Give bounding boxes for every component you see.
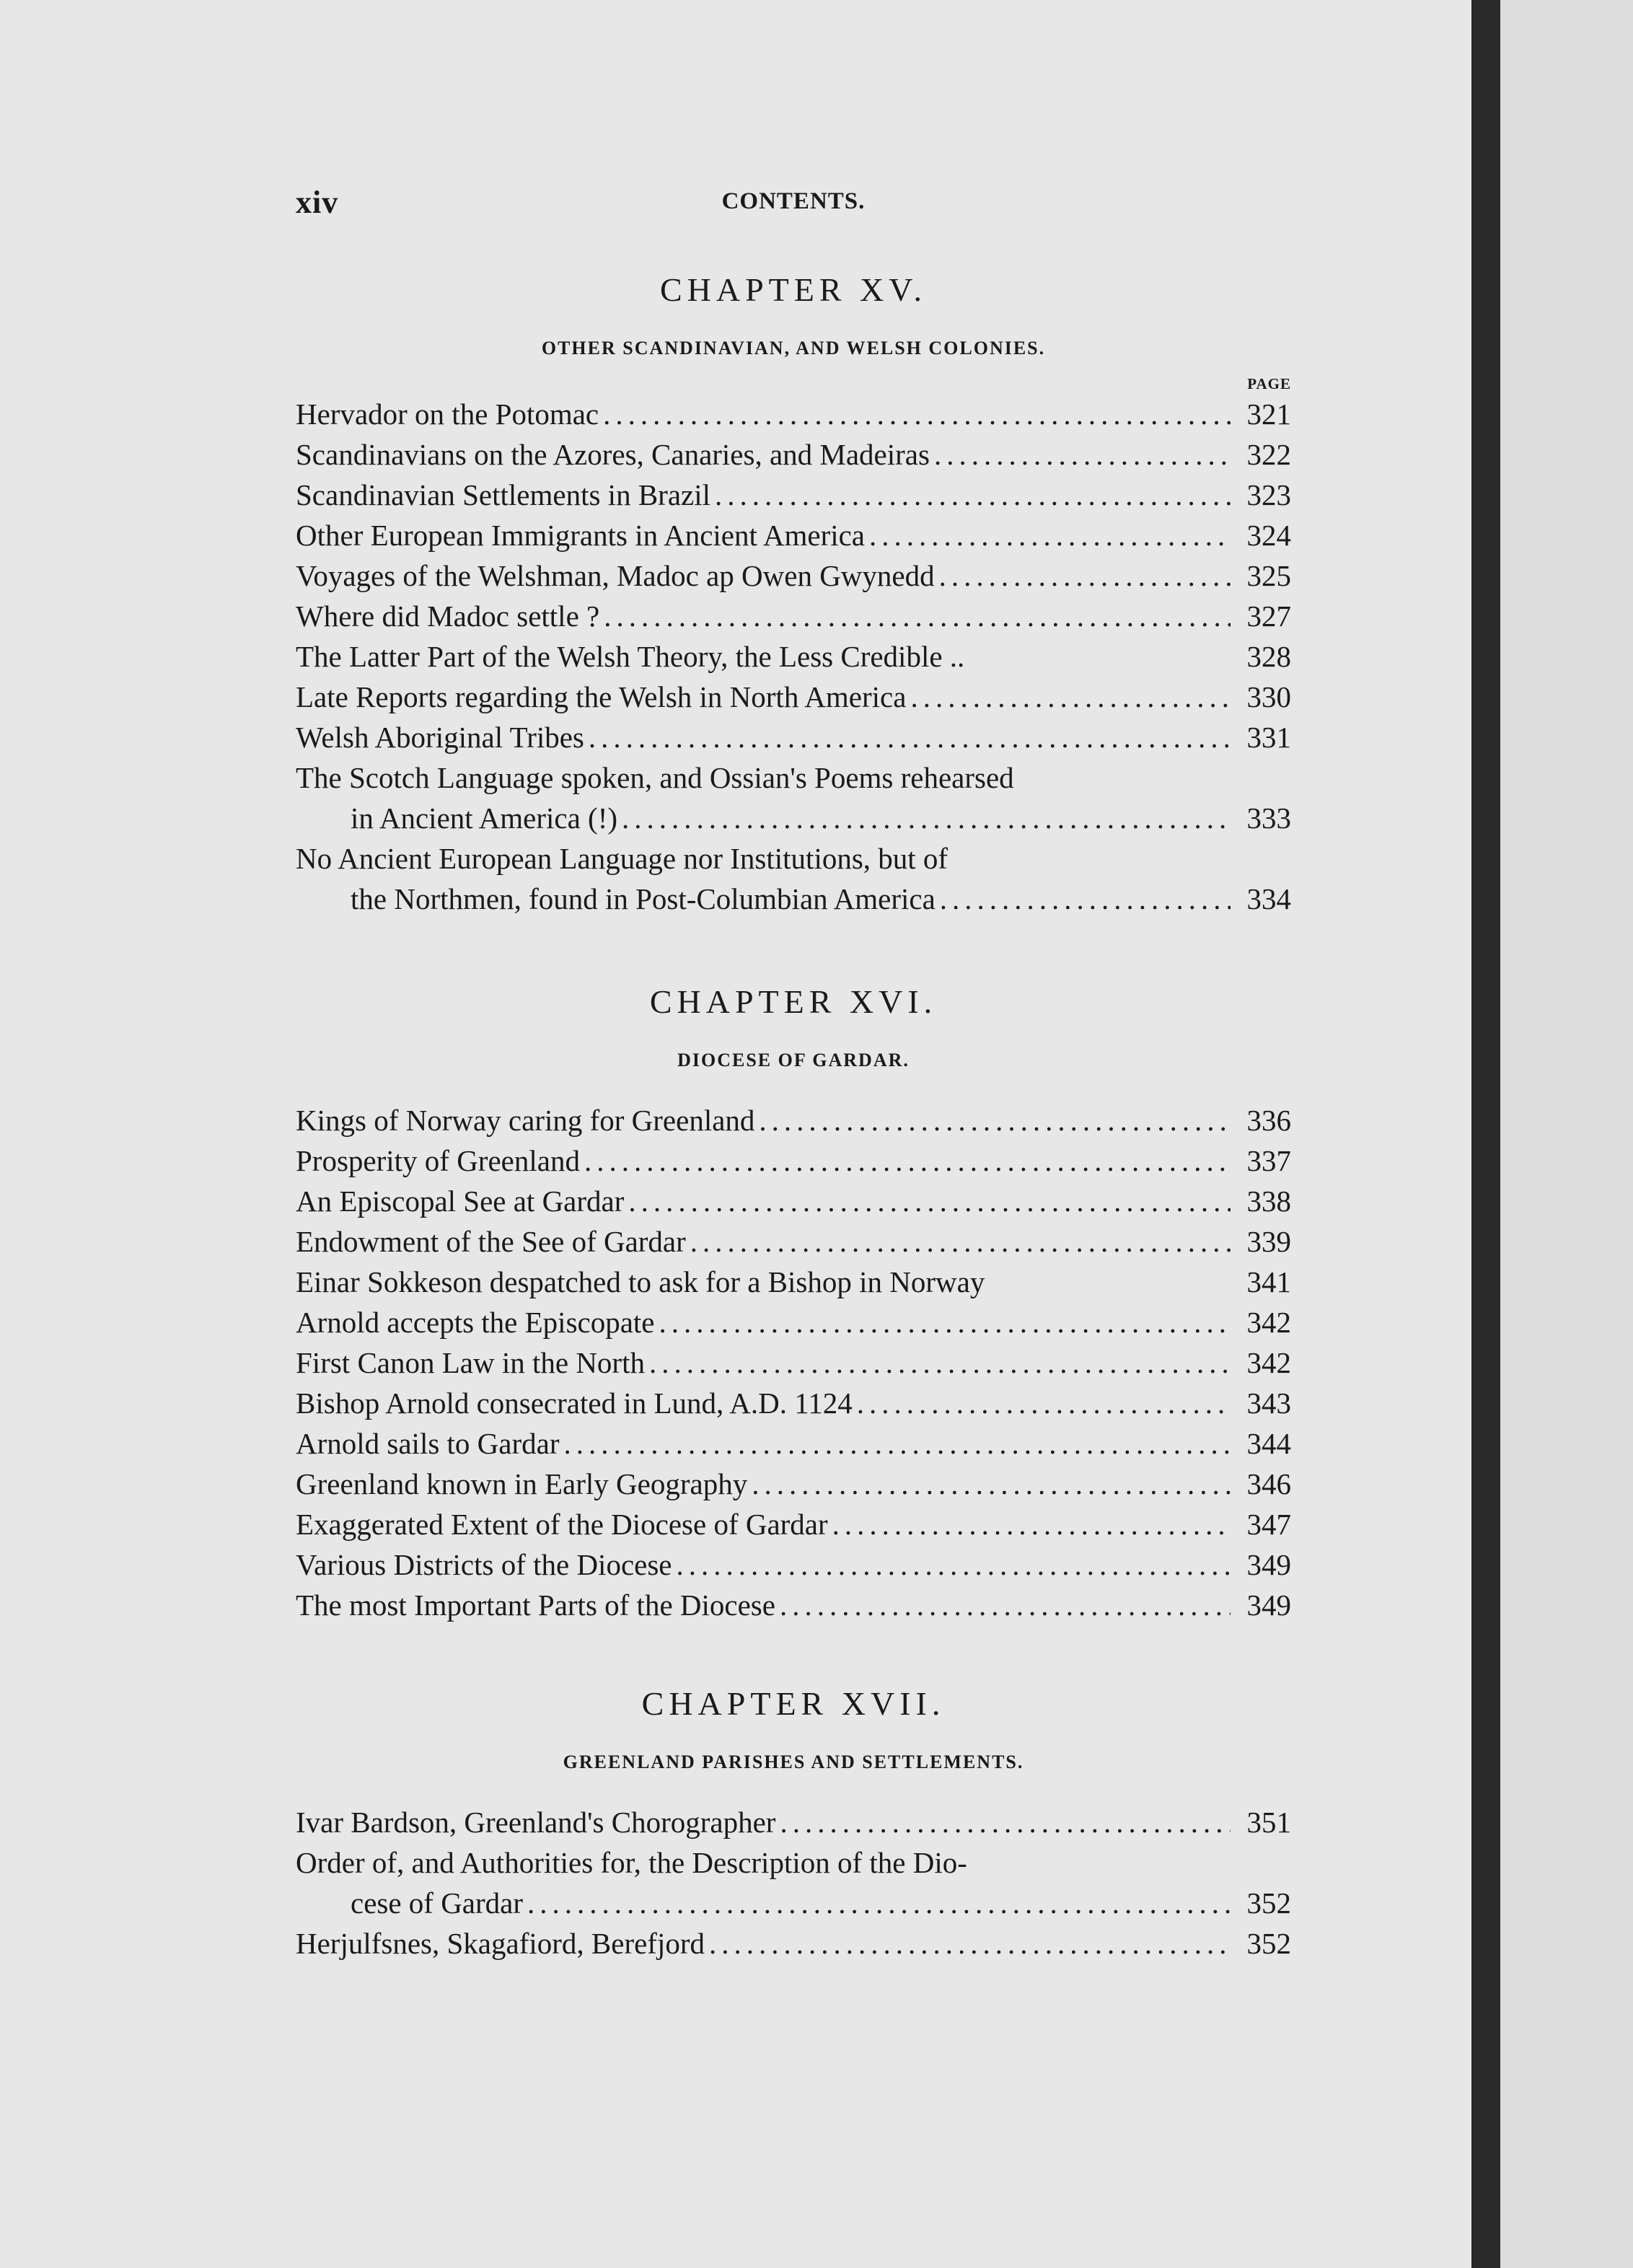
binding-gutter (1471, 0, 1500, 2268)
toc-page-number: 328 (1246, 640, 1291, 673)
toc-entry (296, 1140, 1291, 1181)
toc-page-number: 337 (1246, 1144, 1291, 1177)
toc-page-number: 330 (1246, 680, 1291, 713)
leader-dots (603, 394, 1231, 434)
toc-entry (296, 1842, 1291, 1923)
leader-dots (527, 1883, 1231, 1923)
running-head (296, 184, 1291, 227)
toc-entry-title: Ivar Bardson, Greenland's Chorographer (296, 1806, 776, 1839)
toc-entries (296, 1802, 1291, 1964)
toc-entry (296, 1464, 1291, 1504)
toc-entry-title: in Ancient America (!) (351, 801, 618, 835)
leader-dots (752, 1464, 1231, 1504)
page-column-label: PAGE (1247, 375, 1291, 392)
toc-entry-line (296, 515, 1291, 555)
chapter-subtitle: DIOCESE OF GARDAR. (677, 1050, 910, 1071)
toc-entry-line (296, 677, 1291, 717)
toc-entry-title: First Canon Law in the North (296, 1346, 645, 1379)
toc-page-number: 334 (1246, 882, 1291, 915)
chapter-xvi (296, 983, 1291, 1625)
toc-entry (296, 555, 1291, 596)
toc-page-number: 333 (1246, 801, 1291, 835)
toc-entry-line (296, 636, 1291, 677)
toc-entry (296, 1302, 1291, 1342)
toc-entry (296, 596, 1291, 636)
toc-entry-title: Bishop Arnold consecrated in Lund, A.D. 1124 (296, 1386, 853, 1420)
toc-entry-title: Various Districts of the Diocese (296, 1548, 672, 1581)
toc-entry-title: The Latter Part of the Welsh Theory, the Less Credible .. (296, 640, 965, 673)
leader-dots (715, 475, 1231, 515)
toc-entry-line (296, 1802, 1291, 1842)
facing-page-edge (1500, 0, 1633, 2268)
toc-entry-title: Endowment of the See of Gardar (296, 1225, 686, 1258)
toc-entry-line (296, 1181, 1291, 1221)
toc-entry-line (296, 1883, 1291, 1923)
leader-dots (584, 1140, 1231, 1181)
toc-page-number: 321 (1246, 397, 1291, 431)
leader-dots (649, 1342, 1231, 1383)
chapter-heading: CHAPTER XV. (659, 271, 928, 308)
toc-page-number: 342 (1246, 1346, 1291, 1379)
leader-dots (934, 434, 1231, 475)
leader-dots (564, 1423, 1231, 1464)
toc-page-number: 341 (1246, 1265, 1291, 1298)
toc-page-number: 352 (1246, 1886, 1291, 1920)
leader-dots (940, 879, 1231, 919)
toc-entry (296, 757, 1291, 838)
toc-page-number: 323 (1246, 478, 1291, 511)
toc-entry-line (296, 1342, 1291, 1383)
toc-entry-line (296, 879, 1291, 919)
toc-entry-line (296, 1585, 1291, 1625)
toc-entry-title: Exaggerated Extent of the Diocese of Gardar (296, 1508, 828, 1541)
toc-entry-line (296, 1140, 1291, 1181)
leader-dots (628, 1181, 1231, 1221)
toc-entry (296, 717, 1291, 757)
leader-dots (780, 1802, 1231, 1842)
toc-entry (296, 394, 1291, 434)
leader-dots (622, 798, 1231, 838)
toc-entry-title: Order of, and Authorities for, the Description of the Dio- (296, 1846, 967, 1879)
toc-entry-title: The Scotch Language spoken, and Ossian's Poems rehearsed (296, 761, 1014, 794)
leader-dots (659, 1302, 1231, 1342)
toc-entry (296, 1585, 1291, 1625)
toc-page-number: 322 (1246, 438, 1291, 471)
toc-entry-title: Welsh Aboriginal Tribes (296, 721, 584, 754)
toc-entry-title: the Northmen, found in Post-Columbian America (351, 882, 936, 915)
toc-entry-line (296, 1923, 1291, 1964)
chapter-xv (296, 271, 1291, 919)
toc-entry (296, 838, 1291, 919)
leader-dots (832, 1504, 1231, 1544)
toc-entry-line (296, 1221, 1291, 1262)
toc-entry (296, 1504, 1291, 1544)
toc-entry (296, 1423, 1291, 1464)
toc-entry-title: Late Reports regarding the Welsh in North America (296, 680, 907, 713)
leader-dots (759, 1100, 1231, 1140)
toc-entry-line (296, 596, 1291, 636)
leader-dots (589, 717, 1231, 757)
toc-entry-line (296, 1302, 1291, 1342)
toc-entries (296, 1100, 1291, 1625)
leader-dots (857, 1383, 1231, 1423)
toc-entry-title: Where did Madoc settle ? (296, 599, 600, 633)
toc-entry (296, 515, 1291, 555)
toc-entry-title: Other European Immigrants in Ancient America (296, 519, 866, 552)
toc-entry-line (296, 1262, 1291, 1302)
chapter-subtitle: OTHER SCANDINAVIAN, AND WELSH COLONIES. (541, 338, 1046, 359)
toc-page-number: 325 (1246, 559, 1291, 592)
leader-dots (677, 1544, 1231, 1585)
toc-entry-title: Prosperity of Greenland (296, 1144, 580, 1177)
toc-entry-line (296, 475, 1291, 515)
toc-entry (296, 434, 1291, 475)
toc-page-number: 351 (1246, 1806, 1291, 1839)
toc-entry-title: Herjulfsnes, Skagafiord, Berefjord (296, 1927, 705, 1960)
leader-dots (939, 555, 1231, 596)
toc-entry (296, 1221, 1291, 1262)
toc-entry-title: Arnold accepts the Episcopate (296, 1306, 655, 1339)
toc-entry (296, 1802, 1291, 1842)
toc-entry (296, 1262, 1291, 1302)
toc-entry-title: cese of Gardar (351, 1886, 524, 1920)
toc-page-number: 344 (1246, 1427, 1291, 1460)
toc-entry (296, 1923, 1291, 1964)
toc-entry (296, 475, 1291, 515)
toc-entry-line (296, 1423, 1291, 1464)
toc-entry-line (296, 1842, 1291, 1883)
page-folio: xiv (296, 185, 339, 220)
chapter-heading: CHAPTER XVI. (649, 983, 938, 1020)
toc-page-number: 336 (1246, 1104, 1291, 1137)
running-title: CONTENTS. (721, 188, 866, 214)
leader-dots (910, 677, 1231, 717)
toc-entry-line (296, 1504, 1291, 1544)
toc-entry-line (296, 394, 1291, 434)
toc-page-number: 339 (1246, 1225, 1291, 1258)
toc-page-number: 324 (1246, 519, 1291, 552)
toc-entry-line (296, 1464, 1291, 1504)
toc-entry-line (296, 555, 1291, 596)
toc-entry-title: Voyages of the Welshman, Madoc ap Owen Gwynedd (296, 559, 935, 592)
toc-entry-title: Einar Sokkeson despatched to ask for a Bishop in Norway (296, 1265, 985, 1298)
toc-entry-title: Kings of Norway caring for Greenland (296, 1104, 755, 1137)
toc-page-number: 327 (1246, 599, 1291, 633)
toc-entry-title: Arnold sails to Gardar (296, 1427, 560, 1460)
toc-page-number: 346 (1246, 1467, 1291, 1500)
toc-entry (296, 1181, 1291, 1221)
toc-entries (296, 394, 1291, 919)
toc-entry-line (296, 1100, 1291, 1140)
toc-entry-line (296, 1383, 1291, 1423)
toc-page-number: 349 (1246, 1588, 1291, 1622)
toc-entry-line (296, 434, 1291, 475)
toc-entry-title: Scandinavian Settlements in Brazil (296, 478, 711, 511)
toc-entry-title: The most Important Parts of the Diocese (296, 1588, 775, 1622)
toc-entry-line (296, 1544, 1291, 1585)
leader-dots (780, 1585, 1231, 1625)
toc-page-number: 347 (1246, 1508, 1291, 1541)
toc-entry (296, 1100, 1291, 1140)
leader-dots (709, 1923, 1231, 1964)
toc-entry-line (296, 838, 1291, 879)
chapter-subtitle: GREENLAND PARISHES AND SETTLEMENTS. (563, 1751, 1024, 1772)
toc-entry-line (296, 757, 1291, 798)
leader-dots (690, 1221, 1231, 1262)
chapter-heading: CHAPTER XVII. (641, 1685, 946, 1722)
toc-entry (296, 1342, 1291, 1383)
toc-page-number: 331 (1246, 721, 1291, 754)
toc-page-number: 342 (1246, 1306, 1291, 1339)
toc-page-number: 338 (1246, 1184, 1291, 1218)
toc-entry (296, 1383, 1291, 1423)
toc-entry (296, 677, 1291, 717)
toc-entry-title: Scandinavians on the Azores, Canaries, and Madeiras (296, 438, 930, 471)
toc-entry-line (296, 798, 1291, 838)
toc-page-number: 343 (1246, 1386, 1291, 1420)
chapter-xvii (296, 1684, 1291, 1964)
toc-entry (296, 636, 1291, 677)
leader-dots (869, 515, 1231, 555)
toc-entry-title: Greenland known in Early Geography (296, 1467, 748, 1500)
toc-entry-line (296, 717, 1291, 757)
leader-dots (604, 596, 1231, 636)
toc-entry (296, 1544, 1291, 1585)
toc-entry-title: An Episcopal See at Gardar (296, 1184, 625, 1218)
toc-entry-title: Hervador on the Potomac (296, 397, 599, 431)
toc-entry-title: No Ancient European Language nor Institutions, but of (296, 842, 948, 875)
toc-page-number: 352 (1246, 1927, 1291, 1960)
toc-page-number: 349 (1246, 1548, 1291, 1581)
